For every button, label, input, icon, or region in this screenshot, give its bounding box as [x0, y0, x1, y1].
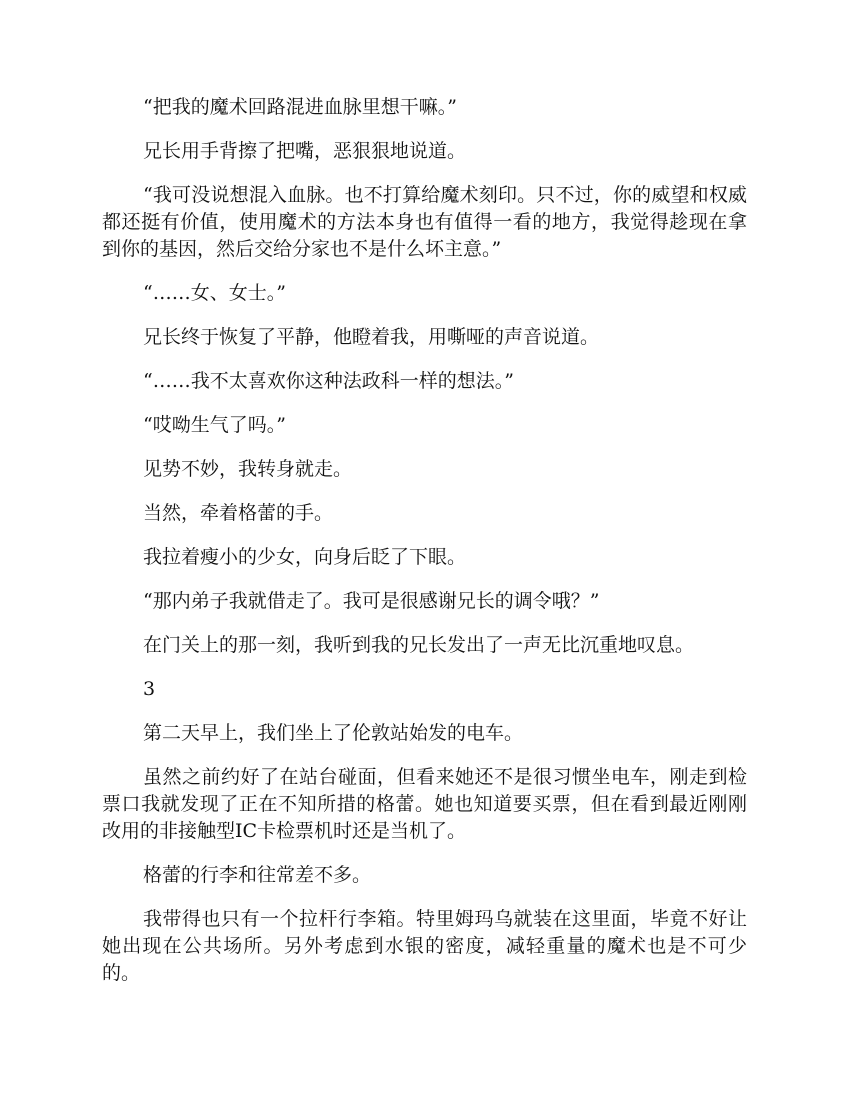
paragraph: 格蕾的行李和往常差不多。: [143, 864, 372, 886]
paragraph: 第二天早上，我们坐上了伦敦站始发的电车。: [143, 722, 524, 744]
paragraph: “我可没说想混入血脉。也不打算给魔术刻印。只不过，你的威望和权威都还挺有价值，使用魔术的方法本身也有值得一看的地方，我觉得趁现在拿到你的基因，然后交给分家也不是什么坏主意。”: [102, 184, 747, 260]
paragraph: “哎呦生气了吗。”: [143, 414, 286, 436]
paragraph: 我带得也只有一个拉杆行李箱。特里姆玛乌就装在这里面，毕竟不好让她出现在公共场所。另外考虑到水银的密度，减轻重量的魔术也是不可少的。: [102, 908, 747, 984]
paragraph: “……我不太喜欢你这种法政科一样的想法。”: [143, 370, 514, 392]
paragraph: 兄长终于恢复了平静，他瞪着我，用嘶哑的声音说道。: [143, 326, 600, 348]
body-text: [102, 94, 747, 1004]
paragraph: 虽然之前约好了在站台碰面，但看来她还不是很习惯坐电车，刚走到检票口我就发现了正在不知所措的格蕾。她也知道要买票，但在看到最近刚刚改用的非接触型IC卡检票机时还是当机了。: [102, 766, 747, 842]
paragraph: 当然，牵着格蕾的手。: [143, 502, 334, 524]
paragraph: “……女、女士。”: [143, 282, 286, 304]
paragraph: 我拉着瘦小的少女，向身后眨了下眼。: [143, 546, 467, 568]
paragraph: 见势不妙，我转身就走。: [143, 458, 353, 480]
paragraph: 在门关上的那一刻，我听到我的兄长发出了一声无比沉重地叹息。: [143, 634, 695, 656]
paragraph: 兄长用手背擦了把嘴，恶狠狠地说道。: [143, 140, 467, 162]
section-number: 3: [143, 678, 156, 700]
paragraph: “把我的魔术回路混进血脉里想干嘛。”: [143, 96, 457, 118]
paragraph: “那内弟子我就借走了。我可是很感谢兄长的调令哦？”: [143, 590, 600, 612]
